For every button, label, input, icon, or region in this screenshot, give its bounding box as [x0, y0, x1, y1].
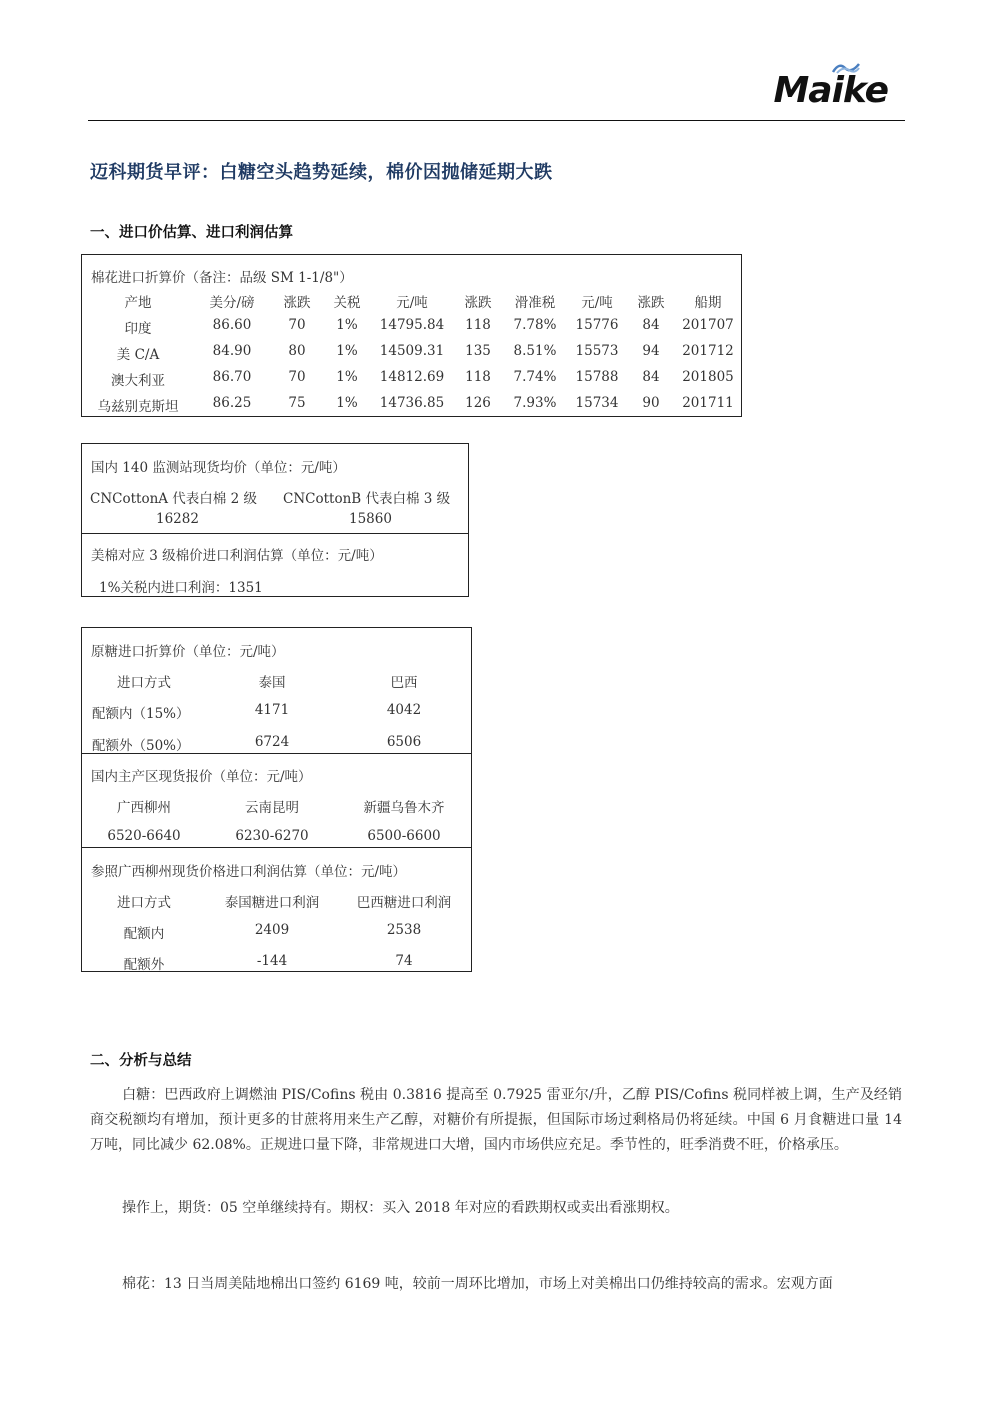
cotton-value-cell: 15776: [575, 317, 619, 333]
cotton-value-cell: 1%: [336, 343, 358, 359]
cotton-value-cell: 86.60: [212, 317, 252, 333]
cotton-value-cell: 1%: [336, 395, 358, 411]
cotton-value-cell: 94: [642, 343, 660, 359]
cotton-origin-cell: 印度: [124, 321, 152, 337]
cotton-import-header: 滑准税: [514, 295, 556, 311]
cotton-value-cell: 84: [642, 369, 660, 385]
sugar-profit-header: 进口方式: [117, 895, 171, 911]
sugar-import-value: 6724: [254, 734, 290, 750]
sugar-import-row-label: 配额内（15%）: [92, 706, 190, 722]
cotton-value-cell: 201711: [682, 395, 734, 411]
cotton-value-cell: 126: [465, 395, 491, 411]
paragraph-cotton-text: 棉花：13 日当周美陆地棉出口签约 6169 吨，较前一周环比增加，市场上对美棉出口仍维持较高的需求。宏观方面: [122, 1276, 833, 1292]
sugar-profit-header: 巴西糖进口利润: [356, 895, 452, 911]
cotton-value-cell: 90: [642, 395, 660, 411]
cotton-value-cell: 15788: [575, 369, 619, 385]
cotton-value-cell: 8.51%: [513, 343, 557, 359]
cotton-import-header: 涨跌: [464, 295, 492, 311]
sugar-spot-header: 广西柳州: [117, 800, 171, 816]
logo-text: Maike: [773, 70, 888, 111]
sugar-profit-value: 74: [395, 953, 413, 969]
cncotton-b-value: 15860: [349, 511, 392, 527]
cotton-value-cell: 15573: [575, 343, 619, 359]
sugar-box: [81, 627, 472, 972]
sugar-import-value: 4042: [386, 702, 422, 718]
cotton-value-cell: 201805: [682, 369, 734, 385]
sugar-spot-value: 6520-6640: [107, 828, 181, 844]
sugar-profit-row-label: 配额内: [123, 926, 165, 942]
header-divider: [88, 120, 905, 121]
sugar-import-header: 巴西: [390, 675, 418, 691]
cotton-value-cell: 86.25: [212, 395, 252, 411]
cotton-value-cell: 14812.69: [379, 369, 445, 385]
sugar-import-header: 进口方式: [117, 675, 171, 691]
cotton-import-header: 元/吨: [396, 295, 428, 311]
cotton-value-cell: 84.90: [212, 343, 252, 359]
cncotton-a-label: CNCottonA 代表白棉 2 级: [90, 491, 257, 507]
cotton-value-cell: 15734: [575, 395, 619, 411]
sugar-import-header: 泰国: [258, 675, 286, 691]
domestic-cotton-caption: 国内 140 监测站现货均价（单位：元/吨）: [91, 460, 346, 476]
section-heading-analysis: 二、分析与总结: [90, 1053, 192, 1069]
cotton-profit-line: 1%关税内进口利润：1351: [99, 580, 263, 596]
domestic-cotton-divider: [82, 533, 468, 534]
sugar-profit-value: 2538: [386, 922, 422, 938]
cotton-value-cell: 75: [288, 395, 306, 411]
paragraph-sugar: [90, 1083, 902, 1158]
sugar-spot-caption: 国内主产区现货报价（单位：元/吨）: [91, 769, 312, 785]
cncotton-b-label: CNCottonB 代表白棉 3 级: [283, 491, 451, 507]
cotton-import-header: 涨跌: [637, 295, 665, 311]
paragraph-sugar-text: 白糖：巴西政府上调燃油 PIS/Cofins 税由 0.3816 提高至 0.7925 雷亚尔/升，乙醇 PIS/Cofins 税同样被上调，生产及经销商交税额均有增加，预计更多的甘蔗将用来生产乙醇，对糖价有所提振，但国际市场过剩格局仍将延续。中国 6 月食糖进口量 14 万吨，同比减少 62.08%。正规进口量下降，非常规进口大增，国内市场供应充足。季节性的，旺季消费不旺，价格承压。: [90, 1087, 902, 1153]
sugar-spot-value: 6500-6600: [367, 828, 441, 844]
cotton-value-cell: 7.74%: [513, 369, 557, 385]
cotton-origin-cell: 美 C/A: [116, 347, 160, 363]
sugar-import-value: 6506: [386, 734, 422, 750]
cotton-import-caption: 棉花进口折算价（备注：品级 SM 1-1/8"）: [91, 270, 353, 286]
sugar-profit-value: 2409: [254, 922, 290, 938]
cotton-import-header: 产地: [124, 295, 152, 311]
cotton-origin-cell: 澳大利亚: [111, 373, 165, 389]
cotton-origin-cell: 乌兹别克斯坦: [97, 399, 179, 415]
cotton-import-header: 元/吨: [581, 295, 613, 311]
cotton-value-cell: 7.78%: [513, 317, 557, 333]
sugar-divider: [82, 847, 471, 848]
cotton-import-table: [81, 254, 742, 417]
cotton-value-cell: 201712: [682, 343, 734, 359]
cotton-import-header: 船期: [694, 295, 722, 311]
sugar-import-caption: 原糖进口折算价（单位：元/吨）: [91, 644, 285, 660]
cotton-value-cell: 86.70: [212, 369, 252, 385]
cotton-value-cell: 80: [288, 343, 306, 359]
maike-logo: [773, 70, 888, 111]
sugar-profit-value: -144: [256, 953, 288, 969]
sugar-profit-row-label: 配额外: [123, 957, 165, 973]
cotton-import-header: 关税: [333, 295, 361, 311]
cotton-value-cell: 118: [465, 369, 491, 385]
sugar-spot-header: 新疆乌鲁木齐: [363, 800, 445, 816]
cotton-value-cell: 14795.84: [379, 317, 445, 333]
cotton-value-cell: 84: [642, 317, 660, 333]
logo-wave-icon: [831, 60, 861, 74]
cotton-value-cell: 70: [288, 317, 306, 333]
cotton-value-cell: 118: [465, 317, 491, 333]
sugar-spot-header: 云南昆明: [245, 800, 299, 816]
cotton-value-cell: 14509.31: [379, 343, 445, 359]
cotton-import-header: 涨跌: [283, 295, 311, 311]
cotton-value-cell: 7.93%: [513, 395, 557, 411]
sugar-spot-value: 6230-6270: [235, 828, 309, 844]
page-title: 迈科期货早评：白糖空头趋势延续，棉价因抛储延期大跌: [90, 162, 553, 183]
cotton-profit-caption: 美棉对应 3 级棉价进口利润估算（单位：元/吨）: [91, 548, 383, 564]
paragraph-operation-text: 操作上，期货：05 空单继续持有。期权：买入 2018 年对应的看跌期权或卖出看涨期权。: [122, 1200, 679, 1216]
paragraph-cotton: [90, 1272, 902, 1297]
sugar-profit-header: 泰国糖进口利润: [224, 895, 320, 911]
sugar-import-value: 4171: [254, 702, 290, 718]
cotton-value-cell: 201707: [682, 317, 734, 333]
cotton-value-cell: 70: [288, 369, 306, 385]
cncotton-a-value: 16282: [156, 511, 199, 527]
domestic-cotton-box: [81, 443, 469, 597]
sugar-profit-caption: 参照广西柳州现货价格进口利润估算（单位：元/吨）: [91, 864, 407, 880]
cotton-value-cell: 1%: [336, 317, 358, 333]
sugar-import-row-label: 配额外（50%）: [92, 738, 190, 754]
cotton-value-cell: 14736.85: [379, 395, 445, 411]
paragraph-operation: [90, 1196, 902, 1221]
cotton-value-cell: 135: [465, 343, 491, 359]
cotton-import-header: 美分/磅: [209, 295, 255, 311]
cotton-value-cell: 1%: [336, 369, 358, 385]
sugar-divider: [82, 753, 471, 754]
section-heading-import: 一、进口价估算、进口利润估算: [90, 225, 293, 241]
